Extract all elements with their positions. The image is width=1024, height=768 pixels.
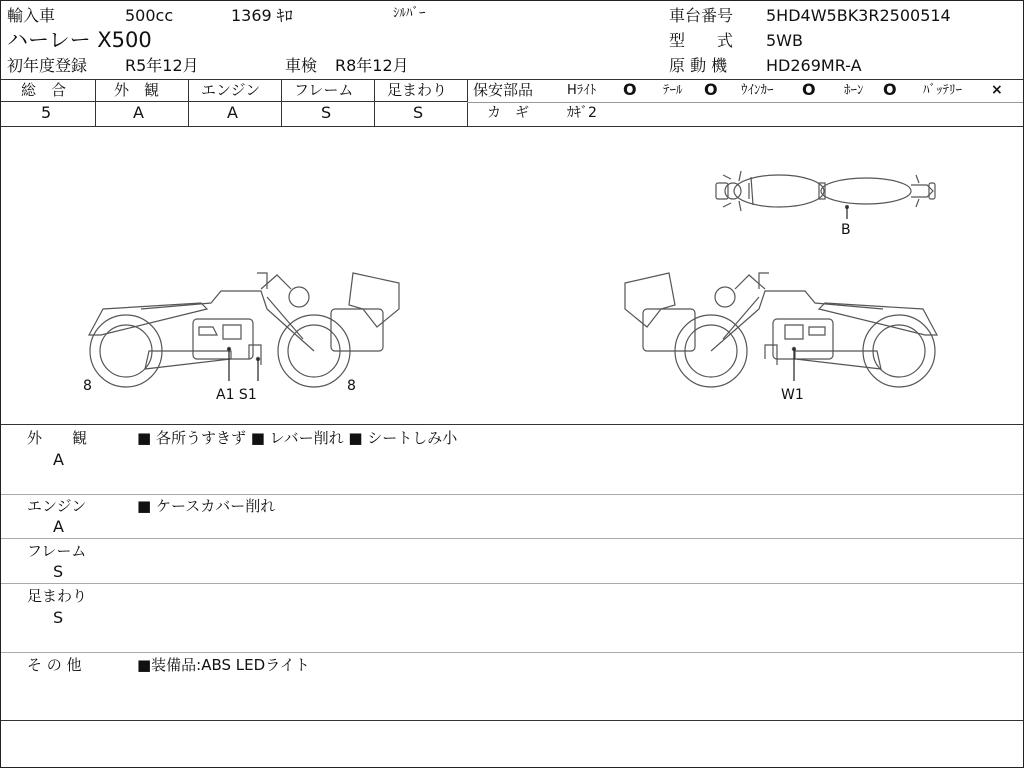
divider — [1, 652, 1023, 653]
divider — [1, 494, 1023, 495]
divider — [281, 79, 282, 126]
section-label: そ の 他 — [27, 656, 82, 674]
top-mark: B — [841, 222, 851, 238]
divider — [1, 101, 467, 102]
safety-item-mark: O — [802, 80, 816, 99]
section-label: 足まわり — [27, 587, 88, 605]
exterior-label: 外 観 — [114, 81, 160, 99]
section-grade: A — [53, 450, 64, 469]
type-label: 型 式 — [669, 31, 734, 50]
left-front-tire-grade: 8 — [347, 378, 356, 394]
section-label: エンジン — [27, 497, 87, 515]
safety-item-mark: O — [704, 80, 718, 99]
engine-label: エンジン — [201, 81, 261, 99]
motorcycle-right-view — [621, 269, 946, 389]
first-reg-value: R5年12月 — [125, 56, 199, 75]
divider — [467, 102, 1023, 103]
frame-no-value: 5HD4W5BK3R2500514 — [766, 6, 951, 25]
mileage-text: 1369 ｷﾛ — [231, 6, 293, 25]
engine-value: A — [227, 103, 238, 122]
left-damage-marks: A1 S1 — [216, 387, 257, 403]
right-damage-marks: W1 — [781, 387, 804, 403]
safety-item-mark: O — [623, 80, 637, 99]
divider — [374, 79, 375, 126]
motorcycle-left-view — [81, 269, 406, 389]
inspection-label: 車検 — [285, 56, 318, 75]
key-value: ｶｷﾞ2 — [567, 105, 597, 121]
safety-item-name: ﾎｰﾝ — [844, 83, 864, 98]
overall-value: 5 — [41, 103, 52, 122]
displacement-text: 500cc — [125, 6, 174, 25]
divider — [1, 720, 1023, 721]
frame-no-label: 車台番号 — [669, 6, 734, 25]
safety-item-name: ｳｲﾝｶｰ — [741, 83, 774, 98]
safety-item-mark: × — [991, 82, 1003, 98]
safety-item-name: ﾃｰﾙ — [663, 83, 683, 98]
section-comment: ■ 各所うすきず ■ レバー削れ ■ シートしみ小 — [137, 429, 458, 447]
section-comment: ■装備品:ABS LEDライト — [137, 656, 310, 674]
color-text: ｼﾙﾊﾞｰ — [393, 6, 426, 21]
divider — [1, 538, 1023, 539]
section-grade: A — [53, 517, 64, 536]
divider — [188, 79, 189, 126]
divider — [1, 424, 1023, 425]
safety-label: 保安部品 — [473, 81, 534, 99]
key-label: カ ギ — [487, 105, 529, 121]
motorcycle-top-view — [701, 161, 951, 221]
section-label: フレーム — [27, 542, 87, 560]
exterior-value: A — [133, 103, 144, 122]
divider — [95, 79, 96, 126]
frame-label: フレーム — [294, 81, 354, 99]
section-grade: S — [53, 608, 64, 627]
suspension-label: 足まわり — [387, 81, 448, 99]
engine-model-value: HD269MR-A — [766, 56, 862, 75]
overall-label: 総 合 — [21, 81, 67, 99]
safety-item-mark: O — [883, 80, 897, 99]
model-name: ハーレー X500 — [7, 28, 152, 52]
divider — [1, 583, 1023, 584]
safety-item-name: ﾊﾞｯﾃﾘｰ — [923, 83, 962, 98]
section-comment: ■ ケースカバー削れ — [137, 497, 276, 515]
type-value: 5WB — [766, 31, 803, 50]
section-label: 外 観 — [27, 429, 88, 447]
suspension-value: S — [413, 103, 424, 122]
divider — [1, 79, 1023, 80]
safety-item-name: Hﾗｲﾄ — [567, 83, 597, 98]
category-text: 輸入車 — [7, 6, 56, 25]
frame-value: S — [321, 103, 332, 122]
left-rear-tire-grade: 8 — [83, 378, 92, 394]
engine-model-label: 原 動 機 — [669, 56, 728, 75]
first-reg-label: 初年度登録 — [7, 56, 88, 75]
inspection-value: R8年12月 — [335, 56, 409, 75]
divider — [1, 126, 1023, 127]
section-grade: S — [53, 562, 64, 581]
